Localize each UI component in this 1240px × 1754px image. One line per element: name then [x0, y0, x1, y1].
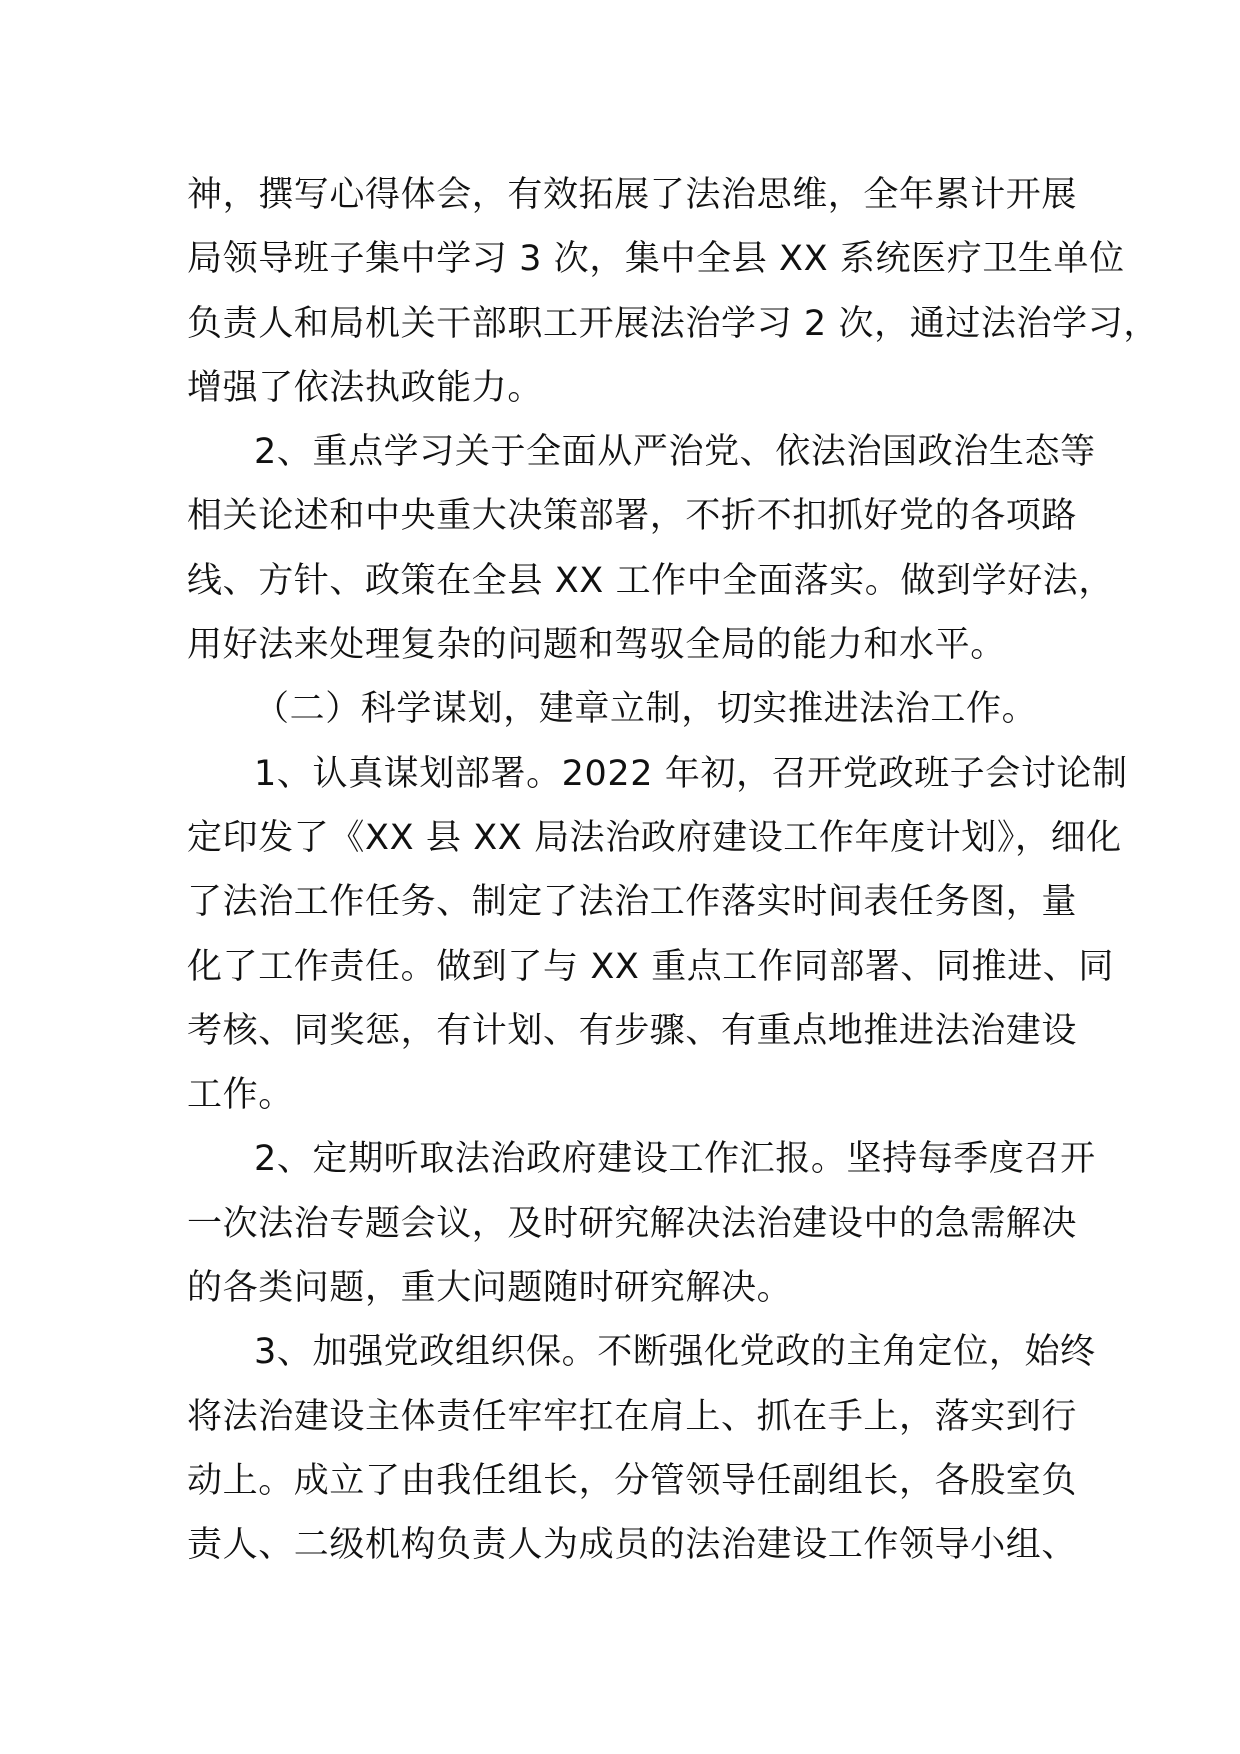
- paragraph-first-line: 1、认真谋划部署。2022 年初，召开党政班子会讨论制: [254, 753, 1128, 794]
- body-line: 一次法治专题会议，及时研究解决法治建设中的急需解决: [187, 1203, 1078, 1244]
- paragraph-first-line: 3、加强党政组织保。不断强化党政的主角定位，始终: [254, 1332, 1096, 1373]
- body-line: 神，撰写心得体会，有效拓展了法治思维，全年累计开展: [187, 175, 1078, 215]
- body-line: 动上。成立了由我任组长，分管领导任副组长，各股室负: [187, 1460, 1078, 1501]
- body-line: 工作。: [187, 1075, 294, 1116]
- paragraph-first-line: 2、重点学习关于全面从严治党、依法治国政治生态等: [254, 432, 1096, 473]
- body-line: 定印发了《XX 县 XX 局法治政府建设工作年度计划》，细化: [187, 817, 1122, 858]
- paragraph-first-line: 2、定期听取法治政府建设工作汇报。坚持每季度召开: [254, 1139, 1096, 1180]
- body-line: 线、方针、政策在全县 XX 工作中全面落实。做到学好法，: [187, 560, 1115, 601]
- body-line: 相关论述和中央重大决策部署，不折不扣抓好党的各项路: [187, 496, 1078, 537]
- section-heading: （二）科学谋划，建章立制，切实推进法治工作。: [254, 689, 1038, 730]
- body-line: 的各类问题，重大问题随时研究解决。: [187, 1268, 793, 1309]
- body-line: 将法治建设主体责任牢牢扛在肩上、抓在手上，落实到行: [187, 1396, 1078, 1437]
- document-body: [187, 163, 1159, 1578]
- body-line: 局领导班子集中学习 3 次，集中全县 XX 系统医疗卫生单位: [187, 239, 1125, 280]
- body-line: 化了工作责任。做到了与 XX 重点工作同部署、同推进、同: [187, 946, 1115, 987]
- body-line: 了法治工作任务、制定了法治工作落实时间表任务图，量: [187, 882, 1078, 923]
- body-line: 责人、二级机构负责人为成员的法治建设工作领导小组、: [187, 1525, 1078, 1566]
- body-line: 增强了依法执政能力。: [187, 367, 544, 408]
- body-line: 考核、同奖惩，有计划、有步骤、有重点地推进法治建设: [187, 1010, 1078, 1051]
- body-line: 用好法来处理复杂的问题和驾驭全局的能力和水平。: [187, 625, 1006, 666]
- body-line: 负责人和局机关干部职工开展法治学习 2 次，通过法治学习，: [187, 303, 1159, 344]
